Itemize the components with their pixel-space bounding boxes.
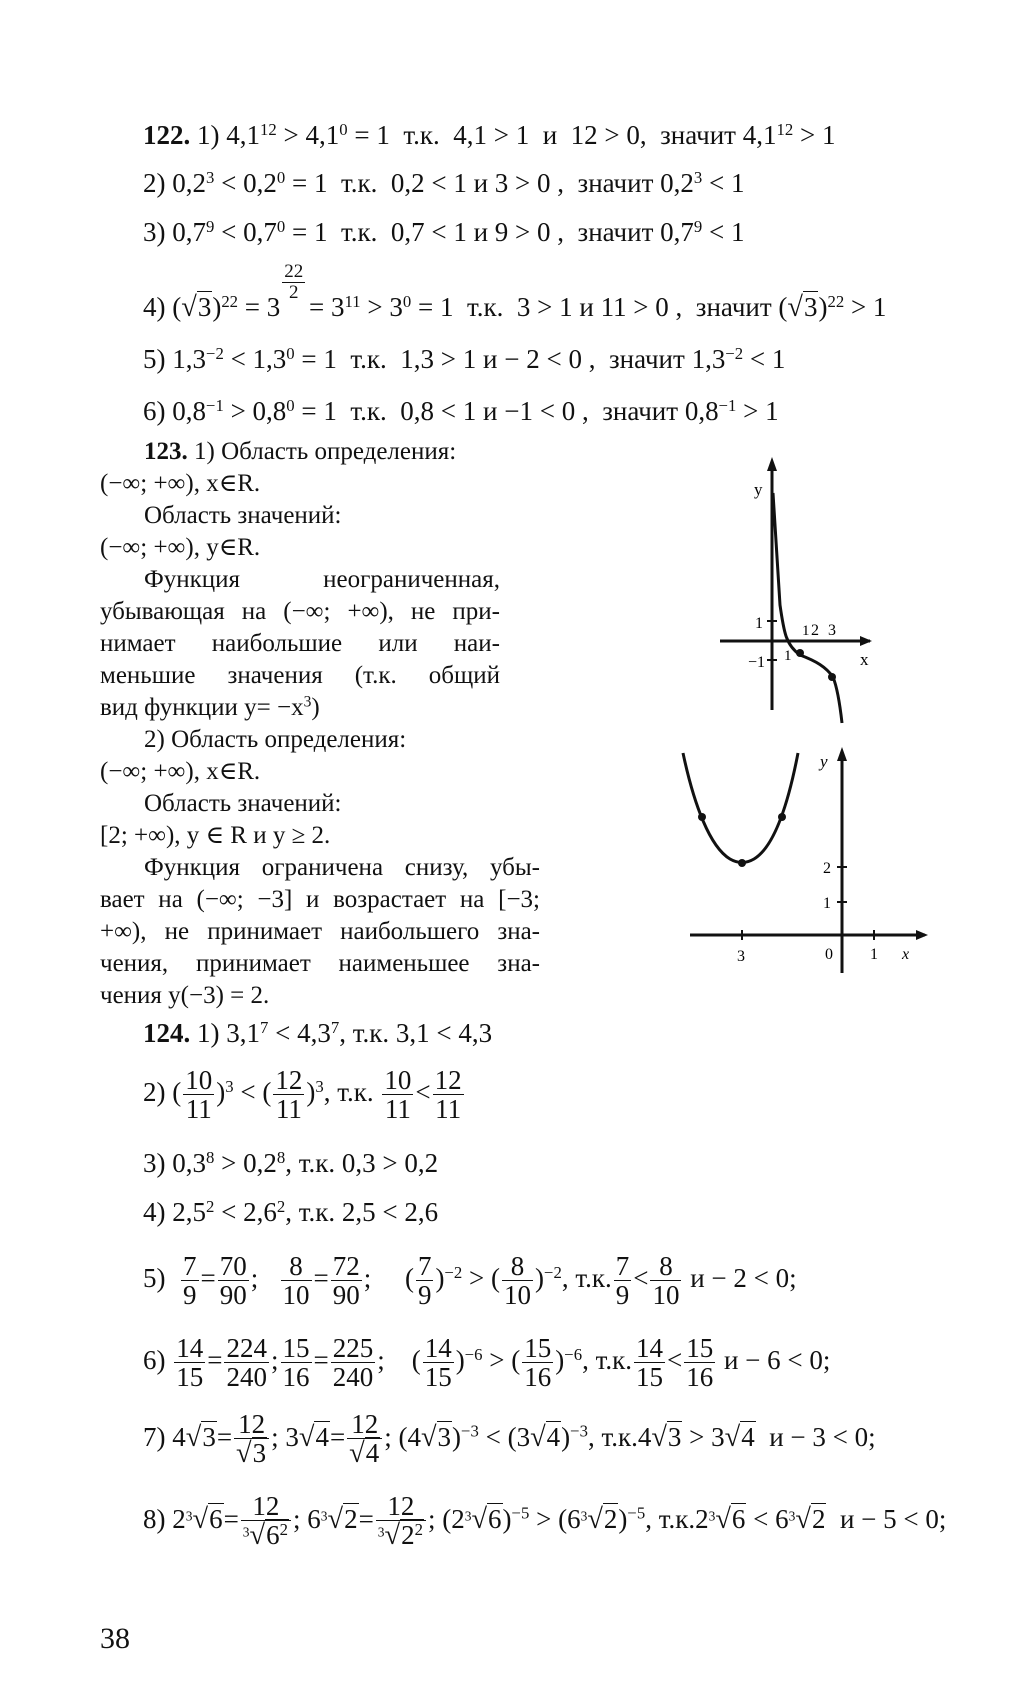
- expr: < 1: [749, 344, 786, 374]
- numerator: 72: [332, 1251, 360, 1281]
- description-line: чения y(−3) = 2.: [100, 982, 270, 1009]
- item-label: 3): [143, 217, 166, 247]
- expr: 1,3: [691, 344, 726, 374]
- radicand: 4: [365, 1438, 380, 1469]
- denominator: 90: [332, 1280, 360, 1311]
- numerator: 8: [650, 1252, 681, 1281]
- expr: = 3: [309, 292, 345, 322]
- expr: 0,3: [172, 1148, 206, 1178]
- numerator: 225: [332, 1333, 374, 1363]
- denominator: 9: [615, 1280, 630, 1311]
- expr: 3,1: [226, 1018, 260, 1048]
- exponent: 11: [344, 291, 361, 311]
- coefficient: 3: [516, 1421, 531, 1452]
- p122-line6: [143, 395, 779, 426]
- radicand: 6: [209, 1503, 223, 1534]
- expr: = 1: [418, 292, 454, 322]
- denominator: 10: [282, 1280, 310, 1311]
- x-label: x: [902, 946, 910, 963]
- expr: 0,8: [252, 396, 287, 426]
- p124-line1: [143, 1017, 493, 1048]
- section-heading: 1) Область определения:: [194, 438, 457, 465]
- radicand: 4: [546, 1421, 561, 1452]
- denominator: 16: [686, 1362, 714, 1393]
- p124-line6: 6) $\frac{14}{15}$ = $\frac{224}{240}$ ; $\frac{15}{16}$ = $\frac{225}{240}$ ; ( $\frac{14}{15}$ )$^{-6}$ > ( $\frac{15}{16}$ )$^{-6}$, т.к. $\frac{14}{15}$ < $\frac{15}{16}$ и − 6 < 0;: [143, 1333, 831, 1393]
- denominator: 10: [652, 1280, 680, 1311]
- numerator: 7: [615, 1251, 630, 1281]
- exponent: −2: [444, 1262, 463, 1282]
- expr: > 1: [743, 396, 779, 426]
- radicand: 3: [803, 292, 818, 322]
- numerator: 12: [275, 1065, 303, 1095]
- exponent: −1: [206, 395, 224, 415]
- reason: и − 2 < 0;: [690, 1263, 797, 1294]
- exponent: 3: [693, 167, 703, 187]
- expr: > 1: [799, 120, 836, 150]
- reason: т.к.: [340, 217, 378, 247]
- reason: и − 3 < 0;: [769, 1421, 876, 1452]
- reason: , т.к.: [561, 1263, 612, 1294]
- expr: 1,3: [172, 344, 206, 374]
- reason: , т.к. 3,1 < 4,3: [339, 1018, 493, 1048]
- tick-label: 3: [828, 622, 836, 639]
- denominator: 240: [332, 1362, 374, 1393]
- item-label: 6): [143, 1345, 166, 1376]
- numerator: 7: [183, 1251, 197, 1281]
- radicand: 2: [603, 1503, 618, 1534]
- exponent: 0: [286, 395, 295, 415]
- expr: 0,2: [243, 168, 277, 198]
- p124-line7: 7) 4√3= $\frac{12}{√3}$ ; 3√4= $\frac{12}{√4}$ ; $(4√3)^{-3} < (3√4)^{-3}$, т.к.4√3 > 3√4 и − 3 < 0;: [143, 1409, 876, 1470]
- exponent: −3: [570, 1421, 588, 1441]
- condition: −1 < 0 ,: [504, 396, 589, 426]
- expr: = 1: [301, 396, 337, 426]
- domain-text: (−∞; +∞), x∈R.: [100, 758, 261, 785]
- exponent: −2: [544, 1262, 562, 1282]
- tick-label: 1: [802, 623, 810, 639]
- exponent: −2: [725, 343, 744, 363]
- denominator: 15: [176, 1362, 204, 1393]
- expr: 4,3: [297, 1018, 331, 1048]
- denominator: 9: [183, 1280, 197, 1311]
- exponent: 9: [206, 216, 215, 236]
- expr: 2,6: [243, 1197, 277, 1227]
- denominator: 9: [417, 1280, 432, 1311]
- conjunction: и: [483, 396, 498, 426]
- curve-point: [778, 813, 786, 821]
- conjunction: и: [473, 217, 489, 247]
- expr: 0,2: [172, 168, 206, 198]
- radicand: 6: [266, 1520, 280, 1551]
- radicand: 2: [811, 1503, 826, 1534]
- tick-label: 1: [870, 946, 878, 963]
- expr: = 3: [244, 292, 281, 322]
- exponent: 12: [260, 119, 277, 139]
- tick-label: 3: [737, 948, 745, 965]
- exponent: 2: [414, 1520, 423, 1540]
- expr: 0,8: [172, 396, 206, 426]
- numerator: 15: [686, 1333, 714, 1363]
- relation: <: [275, 1018, 291, 1048]
- x-label: x: [860, 650, 869, 669]
- item-label: 6): [143, 396, 166, 426]
- item-label: 1): [197, 120, 220, 150]
- item-label: 8): [143, 1503, 166, 1534]
- page-number: 38: [100, 1622, 130, 1655]
- exponent: 0: [402, 291, 412, 311]
- curve-point: [828, 673, 836, 681]
- description-line: ): [311, 694, 320, 721]
- relation: <: [230, 344, 246, 374]
- denominator: 240: [226, 1362, 267, 1393]
- denominator: 16: [524, 1362, 552, 1393]
- condition: 4,1 > 1: [453, 120, 530, 150]
- exponent: −5: [511, 1503, 530, 1523]
- expr: 0,7: [660, 217, 694, 247]
- relation: >: [221, 1148, 237, 1178]
- exponent: 9: [693, 216, 703, 236]
- expr: 0,8: [684, 396, 719, 426]
- description-line: Функция ограничена снизу, убы-: [144, 854, 540, 881]
- numerator: 7: [417, 1251, 432, 1281]
- radicand: 4: [741, 1421, 755, 1452]
- description-line: убывающая на (−∞; +∞), не при-: [100, 598, 500, 625]
- conclusion-word: значит: [577, 168, 654, 198]
- coefficient: 4: [637, 1421, 652, 1452]
- p122-line4: 4) $(√3)^{22} = 3$ $\frac{22}{2}$ = $3^{11} > 3^0 = 1$ т.к. 3 > 1 и 11 > 0 , значит $(√3)^{22} > 1$: [143, 261, 887, 323]
- numerator: 8: [502, 1252, 533, 1281]
- exponent: 3: [315, 1076, 324, 1096]
- description-line: Функция неограниченная,: [144, 566, 500, 593]
- conclusion-word: значит: [602, 396, 679, 426]
- item-label: 2): [143, 168, 166, 198]
- p124-line3: [143, 1147, 439, 1178]
- denominator: 16: [282, 1362, 310, 1393]
- item-label: 4): [143, 1197, 166, 1227]
- item-label: 5): [143, 344, 166, 374]
- denominator: 11: [185, 1094, 212, 1125]
- radicand: 6: [731, 1503, 746, 1534]
- y-label: y: [820, 752, 828, 771]
- y-axis-arrow-icon: [767, 457, 777, 471]
- exponent: 2: [206, 1196, 215, 1216]
- description-line: чения, принимает наименьшее зна-: [100, 950, 540, 977]
- graph-cubic: [700, 455, 900, 725]
- exp-denominator: 2: [282, 282, 305, 303]
- reason: т.к.: [466, 292, 504, 322]
- condition: 0,2 < 1: [390, 168, 467, 198]
- item-label: 1): [197, 1018, 220, 1048]
- relation: <: [240, 1077, 256, 1108]
- reason: , т.к.: [587, 1421, 638, 1452]
- tick-label: 2: [823, 860, 831, 877]
- curve: [773, 493, 842, 723]
- tick-label: 0: [825, 946, 833, 963]
- y-label: y: [754, 480, 763, 499]
- reason: , т.к.: [323, 1077, 374, 1108]
- p122-line5: [143, 343, 786, 374]
- expr: 1,3: [252, 344, 287, 374]
- expr: 4,1: [305, 120, 340, 150]
- tick-label: 2: [811, 622, 819, 639]
- p124-number: 124.: [143, 1018, 191, 1048]
- expr: 4,1: [226, 120, 260, 150]
- conjunction: и: [473, 168, 489, 198]
- reason: т.к.: [350, 396, 387, 426]
- expr: > 3: [367, 292, 403, 322]
- numerator: 12: [241, 1492, 291, 1521]
- exponent: 3: [225, 1076, 234, 1096]
- item-label: 3): [143, 1148, 166, 1178]
- expr: > 1: [850, 292, 887, 322]
- reason: и − 6 < 0;: [723, 1345, 831, 1376]
- exponent: 0: [276, 167, 286, 187]
- coefficient: 2: [172, 1503, 186, 1534]
- numerator: 12: [376, 1492, 426, 1521]
- relation: <: [221, 217, 237, 247]
- expr: = 1: [354, 120, 390, 150]
- conclusion-word: значит: [695, 292, 772, 322]
- conclusion-word: значит: [608, 344, 685, 374]
- relation: >: [230, 396, 246, 426]
- exponent: 0: [286, 343, 295, 363]
- coefficient: 6: [567, 1503, 581, 1534]
- condition: 0,7 < 1: [390, 217, 467, 247]
- item-label: 2): [143, 1077, 166, 1108]
- numerator: 15: [524, 1333, 552, 1363]
- exponent: 7: [330, 1017, 340, 1037]
- exponent: 22: [221, 291, 239, 311]
- expr: 2,5: [172, 1197, 206, 1227]
- conjunction: и: [579, 292, 594, 322]
- conjunction: и: [483, 344, 498, 374]
- p122-line2: [143, 167, 745, 198]
- numerator: 14: [176, 1333, 204, 1363]
- numerator: 10: [185, 1065, 213, 1095]
- condition: 11 > 0 ,: [600, 292, 683, 322]
- range-text: [2; +∞), y ∈ R и y ≥ 2.: [100, 822, 331, 849]
- conclusion-word: значит: [660, 120, 736, 150]
- exponent: −5: [627, 1503, 646, 1523]
- tick-label: 1: [823, 895, 831, 912]
- tick-label: −1: [748, 654, 766, 671]
- numerator: 224: [226, 1333, 267, 1363]
- condition: 3 > 1: [516, 292, 573, 322]
- reason: , т.к.: [645, 1503, 696, 1534]
- exponent: 8: [206, 1147, 215, 1167]
- numerator: 14: [424, 1333, 452, 1363]
- exponent: 12: [776, 119, 794, 139]
- conjunction: и: [542, 120, 558, 150]
- numerator: 15: [282, 1333, 310, 1363]
- exponent: −2: [206, 343, 224, 363]
- coefficient: 2: [451, 1503, 465, 1534]
- y-axis-arrow-icon: [837, 747, 847, 761]
- denominator: 11: [275, 1094, 302, 1125]
- exponent: 0: [276, 216, 286, 236]
- reason: , т.к. 2,5 < 2,6: [285, 1197, 439, 1227]
- expr: < 1: [709, 217, 745, 247]
- expr: = 1: [291, 168, 328, 198]
- expr: 0,2: [243, 1148, 277, 1178]
- radicand: 2: [401, 1520, 415, 1551]
- range-text: (−∞; +∞), y∈R.: [100, 534, 261, 561]
- radicand: 3: [197, 292, 212, 322]
- exponent: 2: [279, 1520, 288, 1540]
- radicand: 3: [667, 1421, 682, 1452]
- item-label: 7): [143, 1421, 166, 1452]
- p122-line3: [143, 216, 745, 247]
- expr: = 1: [291, 217, 328, 247]
- coefficient: 3: [285, 1421, 299, 1452]
- p124-line4: [143, 1196, 439, 1227]
- radicand: 3: [437, 1421, 452, 1452]
- item-label: 5): [143, 1263, 166, 1294]
- denominator: 15: [424, 1362, 452, 1393]
- vertex-point: [738, 859, 746, 867]
- numerator: 12: [434, 1065, 462, 1095]
- exponent: 2: [276, 1196, 286, 1216]
- exponent: 8: [276, 1147, 286, 1167]
- radicand: 6: [488, 1503, 502, 1534]
- relation: >: [283, 120, 299, 150]
- exponent: −6: [564, 1344, 583, 1364]
- radicand: 4: [315, 1421, 329, 1452]
- p123-number: 123.: [144, 438, 188, 465]
- range-heading: Область значений:: [144, 502, 342, 529]
- coefficient: 2: [695, 1503, 709, 1534]
- condition: − 2 < 0 ,: [504, 344, 596, 374]
- description-line: меньшие значения (т.к. общий: [100, 662, 500, 689]
- coefficient: 3: [711, 1421, 725, 1452]
- parabola-curve: [683, 753, 798, 863]
- graph-parabola: [680, 745, 940, 975]
- relation: <: [221, 168, 237, 198]
- p122-number: 122.: [143, 120, 191, 150]
- description-line: +∞), не принимает наибольшего зна-: [100, 918, 540, 945]
- p124-line8: 8) $2^3√6=$ $\frac{12}{^3√6^2}$ ; $6^3√2=$ $\frac{12}{^3√2^2}$ ; $(2^3√6)^{-5} > (6^3√2)^{-5}$, $т.к.2^3√6 < 6^3√2$ и − 5 < 0;: [143, 1491, 947, 1552]
- condition: 1,3 > 1: [400, 344, 477, 374]
- description-line: вает на (−∞; −3] и возрастает на [−3;: [100, 886, 540, 913]
- exponent: 22: [827, 291, 845, 311]
- exp-numerator: 22: [284, 261, 304, 282]
- x-axis-arrow-icon: [916, 930, 928, 940]
- relation: <: [415, 1077, 431, 1108]
- reason: т.к.: [340, 168, 378, 198]
- reason: т.к.: [403, 120, 440, 150]
- exponent: −3: [461, 1421, 479, 1441]
- expr: < 1: [709, 168, 745, 198]
- expr: 4,1: [742, 120, 777, 150]
- exponent: 0: [339, 119, 348, 139]
- curve-point: [698, 813, 706, 821]
- expr: = 1: [301, 344, 337, 374]
- curve-point: [796, 649, 804, 657]
- reason: и − 5 < 0;: [839, 1503, 947, 1534]
- section-heading: 2) Область определения:: [144, 726, 407, 753]
- coefficient: 4: [407, 1421, 421, 1452]
- expr: 0,7: [172, 217, 206, 247]
- p124-line5: 5) $\frac{7}{9}$ = $\frac{70}{90}$ ; $\frac{8}{10}$ = $\frac{72}{90}$ ; ( $\frac{7}{9}$ )$^{-2}$ > ( $\frac{8}{10}$ )$^{-2}$, т.к. $\frac{7}{9}$ < $\frac{8}{10}$ и − 2 < 0;: [143, 1251, 797, 1311]
- radicand: 2: [344, 1503, 358, 1534]
- denominator: 11: [384, 1094, 411, 1125]
- reason: т.к.: [350, 344, 387, 374]
- numerator: 10: [384, 1065, 412, 1095]
- numerator: 70: [219, 1251, 247, 1281]
- reason: , т.к.: [582, 1345, 632, 1376]
- numerator: 12: [234, 1410, 269, 1439]
- item-label: 4): [143, 292, 166, 322]
- denominator: 90: [219, 1280, 247, 1311]
- x-axis-arrow-icon: [860, 636, 872, 646]
- tick-label: 1: [755, 615, 763, 632]
- exponent: −6: [464, 1344, 483, 1364]
- coefficient: 6: [307, 1503, 321, 1534]
- p124-line2: 2) ( $\frac{10}{11}$ )$^3$ < ( $\frac{12}{11}$ )$^3$, т.к. $\frac{10}{11}$ < $\frac{12}{11}$: [143, 1065, 462, 1125]
- description-line: вид функции y= −x: [100, 694, 304, 721]
- domain-text: (−∞; +∞), x∈R.: [100, 470, 261, 497]
- reason: , т.к. 0,3 > 0,2: [285, 1148, 439, 1178]
- p123-part1: [100, 436, 500, 724]
- description-line: нимает наибольшие или наи-: [100, 630, 500, 657]
- tick-label: 1: [784, 648, 792, 664]
- exponent: 7: [260, 1017, 269, 1037]
- exponent: −1: [718, 395, 737, 415]
- expr: 0,2: [660, 168, 694, 198]
- expr: 0,7: [243, 217, 277, 247]
- exponent: 3: [303, 693, 312, 711]
- relation: <: [221, 1197, 237, 1227]
- denominator: 10: [504, 1280, 532, 1311]
- condition: 3 > 0 ,: [494, 168, 565, 198]
- p122-line1: [143, 119, 836, 150]
- range-heading: Область значений:: [144, 790, 342, 817]
- coefficient: 4: [172, 1421, 186, 1452]
- radicand: 3: [252, 1438, 267, 1469]
- condition: 0,8 < 1: [400, 396, 477, 426]
- denominator: 11: [435, 1094, 462, 1125]
- numerator: 12: [347, 1410, 382, 1439]
- radicand: 3: [202, 1421, 216, 1452]
- exponent: 3: [206, 167, 215, 187]
- condition: 12 > 0,: [570, 120, 647, 150]
- condition: 9 > 0 ,: [494, 217, 565, 247]
- denominator: 15: [635, 1362, 663, 1393]
- conclusion-word: значит: [577, 217, 654, 247]
- coefficient: 6: [775, 1503, 789, 1534]
- numerator: 8: [281, 1252, 312, 1281]
- numerator: 14: [635, 1333, 663, 1363]
- p123-part2: [100, 724, 540, 1012]
